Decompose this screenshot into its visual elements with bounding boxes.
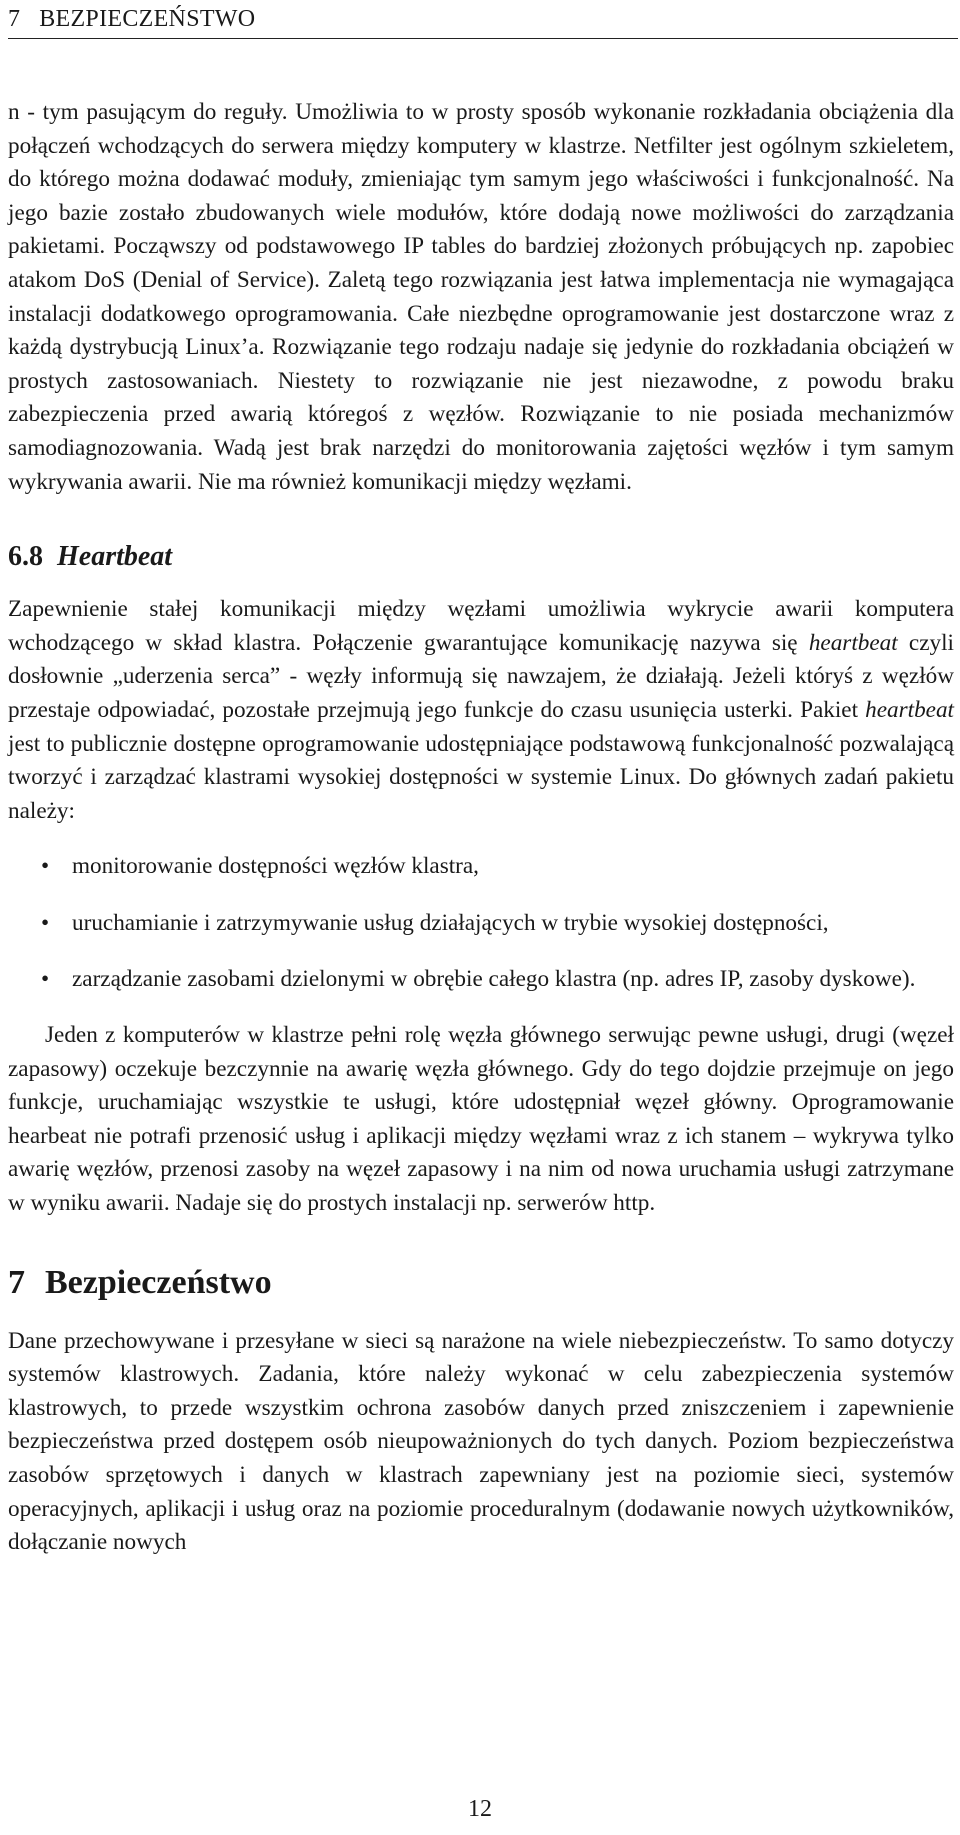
heartbeat-paragraph-1 [8,593,954,828]
security-paragraph-1: Dane przechowywane i przesyłane w sieci są narażone na wiele niebezpieczeństw. To samo dotyczy systemów klastrowych. Zadania, które należy wykonać w celu zabezpieczenia systemów klastrowych, to przede wszystkim ochrona zasobów danych przed zniszczeniem i zapewnienie bezpieczeństwa przed dostępem osób nieupoważnionych do tych danych. Poziom bezpieczeństwa zasobów sprzętowych i danych w klastrach zapewniany jest na poziomie sieci, systemów operacyjnych, aplikacji i usług oraz na poziomie proceduralnym (dodawanie nowych użytkowników, dołączanie nowych [8,1327,954,1556]
heartbeat-paragraph-2: Jeden z komputerów w klastrze pełni rolę węzła głównego serwując pewne usługi, drugi (węzeł zapasowy) oczekuje bezczynnie na awarię węzła głównego. Gdy do tego dojdzie przejmuje on jego funkcje, uruchamiając wszystkie te usługi, które udostępniał węzeł główny. Oprogramowanie hearbeat nie potrafi przenosić usług i aplikacji między węzłami wraz z ich stanem – wykrywa tylko awarię węzłów, przenosi zasoby na węzeł zapasowy i na nim od nowa uruchamia usługi zatrzymane w wyniku awarii. Nadaje się do prostych instalacji np. serwerów http. [8,1022,954,1217]
section-heading-heartbeat [8,540,954,574]
bullet-icon: • [41,909,50,936]
list-item-text: monitorowanie dostępności węzłów klastra, [72,853,479,880]
list-item [8,850,954,884]
list-item [8,907,954,941]
emphasis-term: heartbeat [808,629,898,656]
running-header [8,4,958,39]
list-item-text: zarządzanie zasobami dzielonymi w obrębie całego klastra (np. adres IP, zasoby dyskowe). [72,966,916,993]
text-run: jest to publicznie dostępne oprogramowanie udostępniające podstawową funkcjonalność pozwalającą tworzyć i zarządzać klastrami wysokiej dostępności w systemie Linux. Do głównych zadań pakietu należy: [8,730,954,824]
task-list [8,850,954,997]
page-number: 12 [468,1796,492,1822]
intro-paragraph: n - tym pasującym do reguły. Umożliwia to w prosty sposób wykonanie rozkładania obciążenia dla połączeń wchodzących do serwera między komputery w klastrze. Netfilter jest ogólnym szkieletem, do którego można dodawać moduły, zmieniając tym samym jego właściwości i funkcjonalność. Na jego bazie zostało zbudowanych wiele modułów, które dodają nowe możliwości do zarządzania pakietami. Począwszy od podstawowego IP tables do bardziej złożonych próbujących np. zapobiec atakom DoS (Denial of Service). Zaletą tego rozwiązania jest łatwa implementacja nie wymagająca instalacji dodatkowego oprogramowania. Całe niezbędne oprogramowanie jest dostarczone wraz z każdą dystrybucją Linux’a. Rozwiązanie tego rodzaju nadaje się jedynie do rozkładania obciążeń w prostych zastosowaniach. Niestety to rozwiązanie nie jest niezawodne, z powodu braku zabezpieczenia przed awarią któregoś z węzłów. Rozwiązanie to nie posiada mechanizmów samodiagnozowania. Wadą jest brak narzędzi do monitorowania zajętości węzłów i tym samym wykrywania awarii. Nie ma również komunikacji między węzłami. [8,99,954,495]
text-run: Zapewnienie stałej komunikacji między węzłami umożliwia wykrycie awarii komputera wchodzącego w skład klastra. Połączenie gwarantujące komunikację nazywa się [8,596,954,656]
section-title: Bezpieczeństwo [45,1263,272,1301]
section-number: 6.8 [8,541,43,573]
bullet-icon: • [41,853,50,880]
emphasis-term: heartbeat [865,696,954,723]
section-title: Heartbeat [57,541,173,573]
bullet-icon: • [41,966,50,993]
section-number: 7 [8,1263,25,1301]
list-item-text: uruchamianie i zatrzymywanie usług działających w trybie wysokiej dostępności, [72,909,829,936]
list-item [8,963,954,997]
section-heading-security [8,1263,954,1303]
running-header-title: 7 BEZPIECZEŃSTWO [8,6,256,32]
text-run: czyli dosłownie „uderzenia serca” - węzły informują się nawzajem, że działają. Jeżeli któryś z węzłów przestaje odpowiadać, pozostałe przejmują jego funkcje do czasu usunięcia usterki. Pakiet [8,629,954,723]
page-body [8,96,954,1560]
